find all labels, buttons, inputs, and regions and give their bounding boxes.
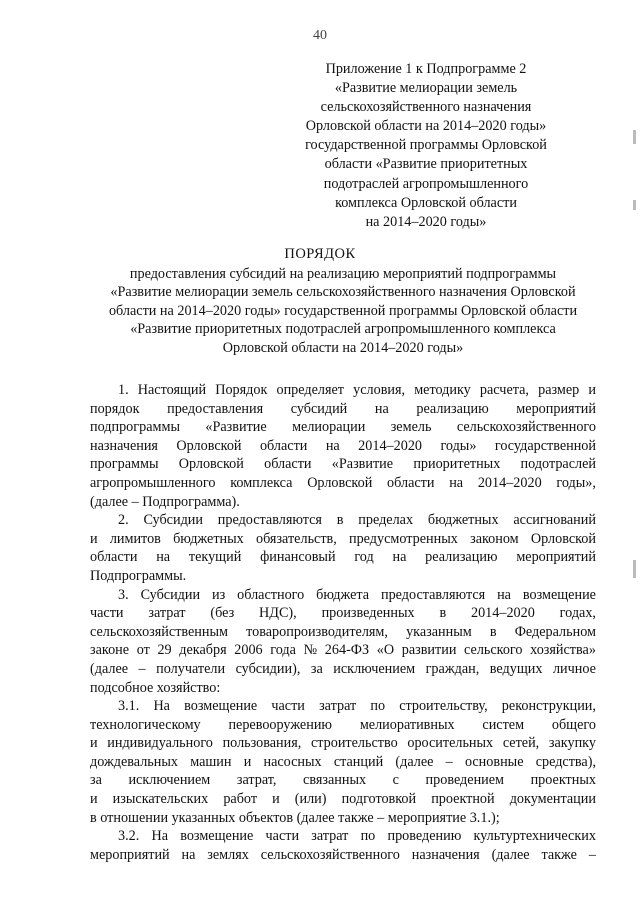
- subtitle-line: предоставления субсидий на реализацию мероприятий подпрограммы: [129, 266, 557, 282]
- appendix-line: государственной программы Орловской: [305, 137, 547, 154]
- scan-artifact: [633, 130, 636, 144]
- subtitle-line: области на 2014–2020 годы» государственной программы Орловской области: [108, 302, 578, 319]
- text-line: технологическому перевооружению мелиоративных систем общего: [90, 716, 596, 733]
- text-line: (далее – получатели субсидии), за исключением граждан, ведущих личное: [90, 660, 596, 677]
- text-line: области на текущий финансовый год на реализацию мероприятий: [90, 549, 596, 566]
- text-line: 2. Субсидии предоставляются в пределах бюджетных ассигнований: [118, 512, 596, 529]
- appendix-line: Орловской области на 2014–2020 годы»: [305, 118, 547, 135]
- text-line: 3.2. На возмещение части затрат по проведению культуртехнических: [118, 828, 596, 845]
- scan-artifact: [633, 560, 636, 578]
- text-line: и индивидуального пользования, строительство оросительных сетей, закупку: [90, 735, 596, 752]
- text-line: подсобное хозяйство:: [90, 679, 221, 696]
- appendix-line: сельскохозяйственного назначения: [320, 99, 532, 116]
- subtitle-line: «Развитие приоритетных подотраслей агропромышленного комплекса: [130, 321, 556, 338]
- text-line: и изыскательских работ и (или) подготовкой проектной документации: [90, 791, 596, 808]
- text-line: дождевальных машин и насосных станций (далее – основные средства),: [90, 753, 596, 770]
- paragraph-1: [90, 381, 596, 511]
- document-body: [90, 381, 596, 864]
- subtitle-line: Орловской области на 2014–2020 годы»: [222, 339, 464, 356]
- appendix-line: области «Развитие приоритетных: [324, 156, 528, 173]
- text-line: назначения Орловской области на 2014–2020 годы» государственной: [90, 437, 596, 454]
- text-line: агропромышленного комплекса Орловской области на 2014–2020 годы»,: [90, 474, 596, 491]
- text-line: мероприятий на землях сельскохозяйственного назначения (далее также –: [90, 846, 596, 863]
- document-subtitle: [90, 265, 596, 357]
- subtitle-line: «Развитие мелиорации земель сельскохозяйственного назначения Орловской: [110, 284, 576, 301]
- text-line: за исключением затрат, связанных с проведением проектных: [90, 772, 596, 789]
- text-line: Подпрограммы.: [90, 567, 187, 584]
- document-title: ПОРЯДОК: [284, 246, 356, 262]
- appendix-line: Приложение 1 к Подпрограмме 2: [325, 61, 527, 77]
- text-line: 3. Субсидии из областного бюджета предоставляются на возмещение: [118, 586, 596, 603]
- paragraph-3-1: [90, 697, 596, 827]
- text-line: 3.1. На возмещение части затрат по строительству, реконструкции,: [118, 698, 596, 715]
- text-line: законе от 29 декабря 2006 года № 264-ФЗ «О развитии сельского хозяйства»: [90, 642, 596, 659]
- text-line: программы Орловской области «Развитие приоритетных подотраслей: [90, 456, 596, 473]
- paragraph-2: [90, 511, 596, 585]
- text-line: подпрограммы «Развитие мелиорации земель сельскохозяйственного: [90, 419, 596, 436]
- appendix-line: комплекса Орловской области: [335, 194, 517, 211]
- appendix-header: [300, 60, 552, 232]
- appendix-line: «Развитие мелиорации земель: [334, 80, 518, 97]
- text-line: части затрат (без НДС), произведенных в 2014–2020 годах,: [90, 605, 596, 622]
- appendix-line: подотраслей агропромышленного: [323, 175, 529, 192]
- paragraph-3-2: [90, 827, 596, 864]
- text-line: (далее – Подпрограмма).: [90, 493, 240, 510]
- text-line: сельскохозяйственным товаропроизводителям, указанным в Федеральном: [90, 623, 596, 640]
- scan-artifact: [633, 200, 636, 210]
- text-line: в отношении указанных объектов (далее также – мероприятие 3.1.);: [90, 809, 500, 826]
- appendix-line: на 2014–2020 годы»: [365, 213, 487, 230]
- page-number: 40: [313, 28, 327, 43]
- text-line: и лимитов бюджетных обязательств, предусмотренных законом Орловской: [90, 530, 596, 547]
- paragraph-3: [90, 586, 596, 698]
- text-line: порядок предоставления субсидий на реализацию мероприятий: [90, 400, 596, 417]
- text-line: 1. Настоящий Порядок определяет условия, методику расчета, размер и: [118, 382, 596, 398]
